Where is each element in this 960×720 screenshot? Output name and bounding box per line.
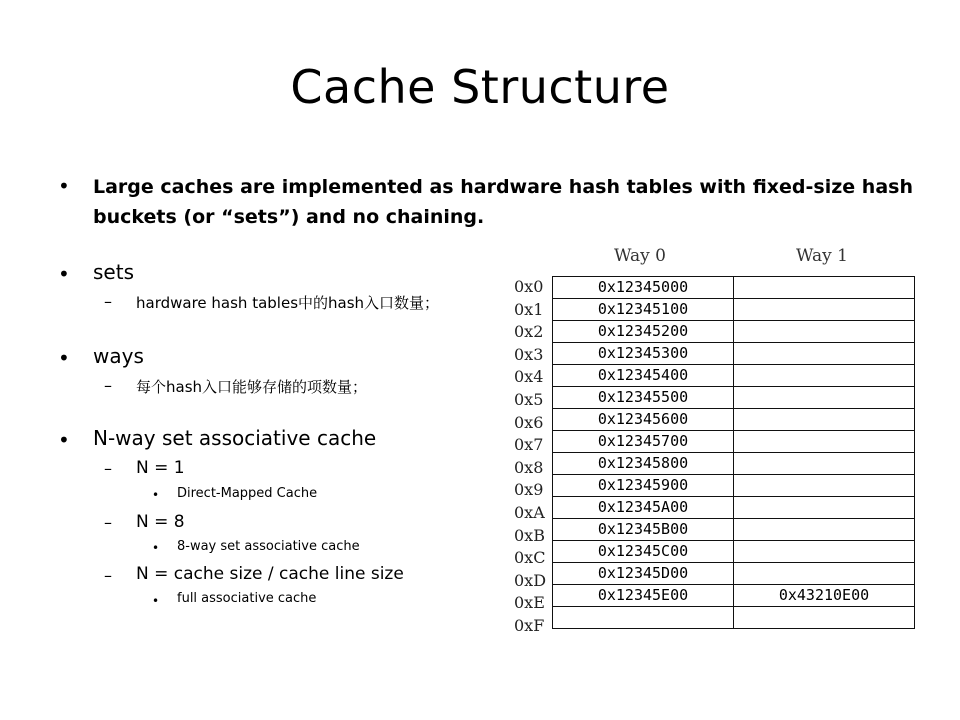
cell-way1 xyxy=(734,277,915,299)
table-row xyxy=(553,387,915,409)
table-row xyxy=(553,321,915,343)
nway-item-label: N = cache size / cache line size xyxy=(136,564,404,584)
cell-way0: 0x12345A00 xyxy=(553,497,734,519)
table-row xyxy=(553,409,915,431)
table-row xyxy=(553,563,915,585)
nway-item-detail: Direct-Mapped Cache xyxy=(177,486,318,501)
set-index-label: 0x9 xyxy=(514,480,544,500)
cell-way0: 0x12345700 xyxy=(553,431,734,453)
set-index-label: 0x6 xyxy=(514,412,544,432)
table-header-way0: Way 0 xyxy=(614,246,666,266)
cell-way1 xyxy=(734,497,915,519)
cell-way1 xyxy=(734,607,915,629)
cell-way0: 0x12345E00 xyxy=(553,585,734,607)
cell-way0: 0x12345000 xyxy=(553,277,734,299)
nway-label: N-way set associative cache xyxy=(93,426,377,450)
cell-way0: 0x12345200 xyxy=(553,321,734,343)
nway-item-detail: 8-way set associative cache xyxy=(177,539,360,554)
bullet-marker: • xyxy=(58,346,70,370)
table-row xyxy=(553,497,915,519)
cell-way0: 0x12345900 xyxy=(553,475,734,497)
table-row xyxy=(553,519,915,541)
table-row xyxy=(553,453,915,475)
nway-item-label: N = 8 xyxy=(136,512,185,532)
cell-way1: 0x43210E00 xyxy=(734,585,915,607)
set-index-label: 0xF xyxy=(514,616,545,635)
dash-marker: – xyxy=(104,459,112,478)
table-row xyxy=(553,475,915,497)
set-index-label: 0x4 xyxy=(514,367,544,387)
cell-way0 xyxy=(553,607,734,629)
set-index-label: 0x3 xyxy=(514,344,544,364)
cell-way0: 0x12345100 xyxy=(553,299,734,321)
cell-way1 xyxy=(734,387,915,409)
nway-item-detail: full associative cache xyxy=(177,591,317,606)
table-header-way1: Way 1 xyxy=(796,246,848,266)
slide-title: Cache Structure xyxy=(290,60,670,114)
table-row xyxy=(553,431,915,453)
sets-detail: hardware hash tables中的hash入口数量； xyxy=(136,294,440,312)
cell-way0: 0x12345600 xyxy=(553,409,734,431)
cell-way0: 0x12345C00 xyxy=(553,541,734,563)
cell-way1 xyxy=(734,431,915,453)
set-index-label: 0xA xyxy=(514,503,545,522)
cell-way1 xyxy=(734,475,915,497)
dash-marker: – xyxy=(104,513,112,532)
set-index-label: 0x7 xyxy=(514,435,544,455)
bullet-marker: • xyxy=(58,174,70,198)
set-index-label: 0xB xyxy=(514,525,545,545)
cell-way1 xyxy=(734,299,915,321)
table-row xyxy=(553,607,915,629)
cell-way1 xyxy=(734,563,915,585)
table-row xyxy=(553,299,915,321)
cell-way1 xyxy=(734,409,915,431)
dash-marker: – xyxy=(104,292,112,311)
set-index-label: 0x0 xyxy=(514,277,544,296)
cell-way1 xyxy=(734,365,915,387)
set-index-label: 0xD xyxy=(514,570,547,590)
subbullet-marker: • xyxy=(152,541,160,555)
cache-table xyxy=(552,276,915,629)
cell-way0: 0x12345400 xyxy=(553,365,734,387)
cell-way1 xyxy=(734,321,915,343)
subbullet-marker: • xyxy=(152,488,160,502)
cell-way0: 0x12345D00 xyxy=(553,563,734,585)
lead-text: Large caches are implemented as hardware hash tables with fixed-size hash buckets (or “sets”) and no chaining. xyxy=(93,176,913,228)
cell-way0: 0x12345300 xyxy=(553,343,734,365)
dash-marker: – xyxy=(104,376,112,395)
cell-way1 xyxy=(734,343,915,365)
cell-way1 xyxy=(734,541,915,563)
subbullet-marker: • xyxy=(152,594,160,608)
dash-marker: – xyxy=(104,566,112,585)
ways-detail: 每个hash入口能够存储的项数量； xyxy=(136,378,368,396)
table-row xyxy=(553,343,915,365)
cell-way0: 0x12345800 xyxy=(553,453,734,475)
bullet-marker: • xyxy=(58,262,70,286)
bullet-marker: • xyxy=(58,428,70,452)
cell-way1 xyxy=(734,519,915,541)
table-row xyxy=(553,585,915,607)
set-index-label: 0x5 xyxy=(514,390,544,409)
table-row xyxy=(553,541,915,563)
cell-way0: 0x12345B00 xyxy=(553,519,734,541)
set-index-label: 0xE xyxy=(514,593,545,613)
set-index-label: 0x1 xyxy=(514,299,544,319)
cell-way0: 0x12345500 xyxy=(553,387,734,409)
set-index-label: 0x2 xyxy=(514,322,544,342)
set-index-label: 0x8 xyxy=(514,457,544,477)
table-row xyxy=(553,277,915,299)
set-index-label: 0xC xyxy=(514,548,546,568)
table-row xyxy=(553,365,915,387)
ways-label: ways xyxy=(93,344,144,368)
cell-way1 xyxy=(734,453,915,475)
nway-item-label: N = 1 xyxy=(136,458,185,478)
sets-label: sets xyxy=(93,260,134,284)
